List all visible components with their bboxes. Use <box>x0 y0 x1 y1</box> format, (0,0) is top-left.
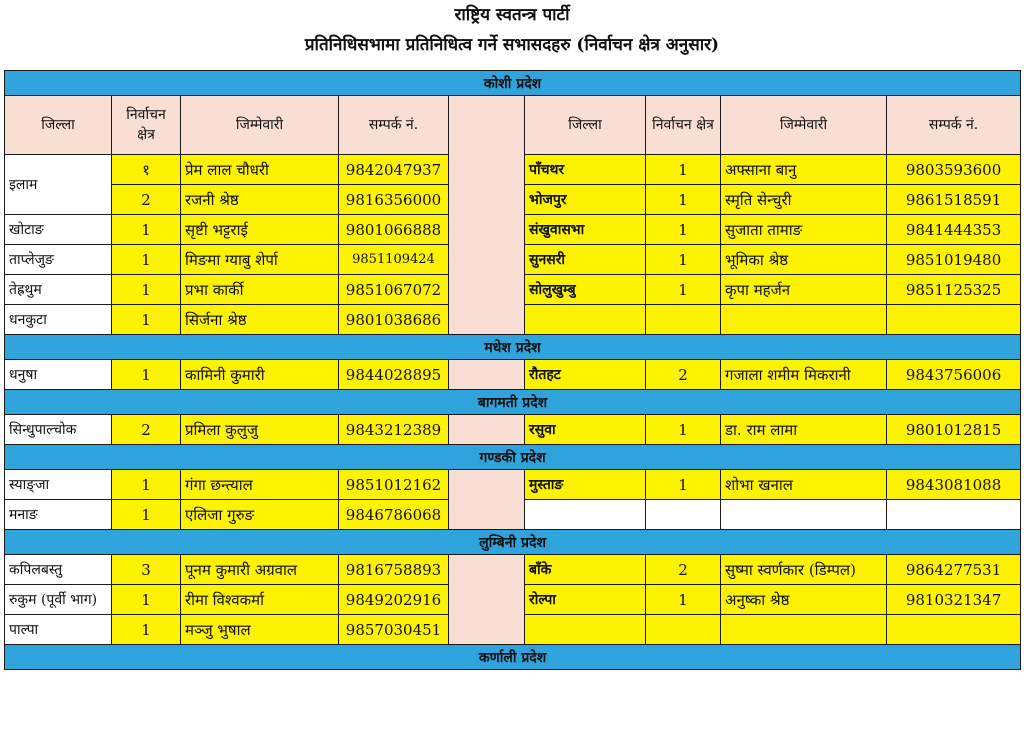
page-subtitle: प्रतिनिधिसभामा प्रतिनिधित्व गर्ने सभासदहरु (निर्वाचन क्षेत्र अनुसार) <box>304 35 720 55</box>
district-cell: पाल्पा <box>5 615 112 645</box>
table-row <box>5 360 1021 390</box>
constituency-cell: 1 <box>646 585 721 615</box>
member-name: प्रेम लाल चौधरी <box>181 155 339 185</box>
member-name: गंगा छन्त्याल <box>181 470 339 500</box>
constituency-cell: 1 <box>112 245 181 275</box>
member-name: स्मृति सेन्चुरी <box>721 185 887 215</box>
empty-cell <box>887 305 1021 335</box>
empty-cell <box>721 500 887 530</box>
empty-cell <box>646 305 721 335</box>
constituency-cell: 1 <box>112 585 181 615</box>
constituency-cell: 3 <box>112 555 181 585</box>
contact-number: 9842047937 <box>339 155 449 185</box>
contact-number: 9801038686 <box>339 305 449 335</box>
contact-number: 9816758893 <box>339 555 449 585</box>
contact-number: 9851019480 <box>887 245 1021 275</box>
constituency-cell: 1 <box>112 500 181 530</box>
province-koshi: कोशी प्रदेश <box>5 71 1021 96</box>
member-name: सुजाता तामाङ <box>721 215 887 245</box>
district-cell: स्याङ्जा <box>5 470 112 500</box>
member-name: अनुष्का श्रेष्ठ <box>721 585 887 615</box>
member-name: मिङमा ग्याबु शेर्पा <box>181 245 339 275</box>
empty-cell <box>646 615 721 645</box>
constituency-cell: 1 <box>112 470 181 500</box>
member-name: सिर्जना श्रेष्ठ <box>181 305 339 335</box>
constituency-cell: 1 <box>112 360 181 390</box>
district-cell: संखुवासभा <box>525 215 646 245</box>
empty-cell <box>721 305 887 335</box>
district-cell: मनाङ <box>5 500 112 530</box>
table-row <box>5 470 1021 500</box>
column-spacer <box>449 555 525 645</box>
contact-number: 9801012815 <box>887 415 1021 445</box>
empty-cell <box>887 500 1021 530</box>
constituency-cell: 2 <box>646 360 721 390</box>
members-table <box>4 70 1021 670</box>
member-name: कृपा महर्जन <box>721 275 887 305</box>
district-cell: सिन्धुपाल्चोक <box>5 415 112 445</box>
district-cell: धनकुटा <box>5 305 112 335</box>
table-row <box>5 555 1021 585</box>
member-name: कामिनी कुमारी <box>181 360 339 390</box>
table-row <box>5 415 1021 445</box>
member-name: पूनम कुमारी अग्रवाल <box>181 555 339 585</box>
contact-number: 9810321347 <box>887 585 1021 615</box>
member-name: प्रभा कार्की <box>181 275 339 305</box>
member-name: प्रमिला कुलुजु <box>181 415 339 445</box>
contact-number: 9816356000 <box>339 185 449 215</box>
empty-cell <box>721 615 887 645</box>
page-title: राष्ट्रिय स्वतन्त्र पार्टी <box>454 5 570 25</box>
member-name: डा. राम लामा <box>721 415 887 445</box>
column-header-row <box>5 96 1021 155</box>
constituency-cell: 1 <box>112 305 181 335</box>
header-contact: सम्पर्क नं. <box>339 96 449 155</box>
column-spacer <box>449 470 525 530</box>
member-name: सुष्मा स्वर्णकार (डिम्पल) <box>721 555 887 585</box>
column-spacer <box>449 415 525 445</box>
district-cell: रोल्पा <box>525 585 646 615</box>
district-cell: सोलुखुम्बु <box>525 275 646 305</box>
district-cell: तेह्रथुम <box>5 275 112 305</box>
member-name: रजनी श्रेष्ठ <box>181 185 339 215</box>
contact-number: 9843756006 <box>887 360 1021 390</box>
district-cell: खोटाङ <box>5 215 112 245</box>
constituency-cell: 1 <box>646 415 721 445</box>
member-name: शोभा खनाल <box>721 470 887 500</box>
contact-number: 9803593600 <box>887 155 1021 185</box>
district-cell: पाँचथर <box>525 155 646 185</box>
contact-number: 9841444353 <box>887 215 1021 245</box>
contact-number: 9801066888 <box>339 215 449 245</box>
member-name: गजाला शमीम मिकरानी <box>721 360 887 390</box>
district-cell: सुनसरी <box>525 245 646 275</box>
contact-number: 9851125325 <box>887 275 1021 305</box>
empty-cell <box>525 500 646 530</box>
contact-number: 9861518591 <box>887 185 1021 215</box>
province-bagmati: बागमती प्रदेश <box>5 390 1021 415</box>
district-cell: ताप्लेजुङ <box>5 245 112 275</box>
contact-number: 9851012162 <box>339 470 449 500</box>
district-cell: बाँके <box>525 555 646 585</box>
constituency-cell: 1 <box>112 615 181 645</box>
contact-number: 9846786068 <box>339 500 449 530</box>
constituency-cell: 1 <box>112 215 181 245</box>
constituency-cell: १ <box>112 155 181 185</box>
contact-number: 9857030451 <box>339 615 449 645</box>
constituency-cell: 1 <box>646 245 721 275</box>
constituency-cell: 1 <box>646 215 721 245</box>
district-cell: रसुवा <box>525 415 646 445</box>
province-lumbini: लुम्बिनी प्रदेश <box>5 530 1021 555</box>
province-gandaki: गण्डकी प्रदेश <box>5 445 1021 470</box>
member-name: भूमिका श्रेष्ठ <box>721 245 887 275</box>
empty-cell <box>646 500 721 530</box>
empty-cell <box>887 615 1021 645</box>
province-karnali: कर्णाली प्रदेश <box>5 645 1021 670</box>
member-name: एलिजा गुरुङ <box>181 500 339 530</box>
header-district: जिल्ला <box>5 96 112 155</box>
column-spacer <box>449 96 525 335</box>
empty-cell <box>525 615 646 645</box>
constituency-cell: 1 <box>112 275 181 305</box>
district-cell: इलाम <box>5 155 112 215</box>
constituency-cell: 1 <box>646 275 721 305</box>
header-constituency: निर्वाचन क्षेत्र <box>646 96 721 155</box>
member-name: रीमा विश्वकर्मा <box>181 585 339 615</box>
district-cell: कपिलबस्तु <box>5 555 112 585</box>
province-madhesh: मधेश प्रदेश <box>5 335 1021 360</box>
constituency-cell: 1 <box>646 155 721 185</box>
member-name: मञ्जु भुषाल <box>181 615 339 645</box>
header-constituency: निर्वाचन क्षेत्र <box>112 96 181 155</box>
header-responsibility: जिम्मेवारी <box>721 96 887 155</box>
constituency-cell: 2 <box>112 185 181 215</box>
constituency-cell: 1 <box>646 470 721 500</box>
constituency-cell: 2 <box>112 415 181 445</box>
constituency-cell: 1 <box>646 185 721 215</box>
district-cell: भोजपुर <box>525 185 646 215</box>
contact-number: 9844028895 <box>339 360 449 390</box>
contact-number: 9849202916 <box>339 585 449 615</box>
district-cell: धनुषा <box>5 360 112 390</box>
constituency-cell: 2 <box>646 555 721 585</box>
contact-number: 9843212389 <box>339 415 449 445</box>
contact-number: 9864277531 <box>887 555 1021 585</box>
district-cell: रुकुम (पूर्वी भाग) <box>5 585 112 615</box>
contact-number: 9851067072 <box>339 275 449 305</box>
contact-number: 9851109424 <box>339 245 449 275</box>
member-name: अफ्साना बानु <box>721 155 887 185</box>
header-district: जिल्ला <box>525 96 646 155</box>
contact-number: 9843081088 <box>887 470 1021 500</box>
district-cell: रौतहट <box>525 360 646 390</box>
district-cell: मुस्ताङ <box>525 470 646 500</box>
column-spacer <box>449 360 525 390</box>
empty-cell <box>525 305 646 335</box>
member-name: सृष्टी भट्टराई <box>181 215 339 245</box>
header-responsibility: जिम्मेवारी <box>181 96 339 155</box>
header-contact: सम्पर्क नं. <box>887 96 1021 155</box>
